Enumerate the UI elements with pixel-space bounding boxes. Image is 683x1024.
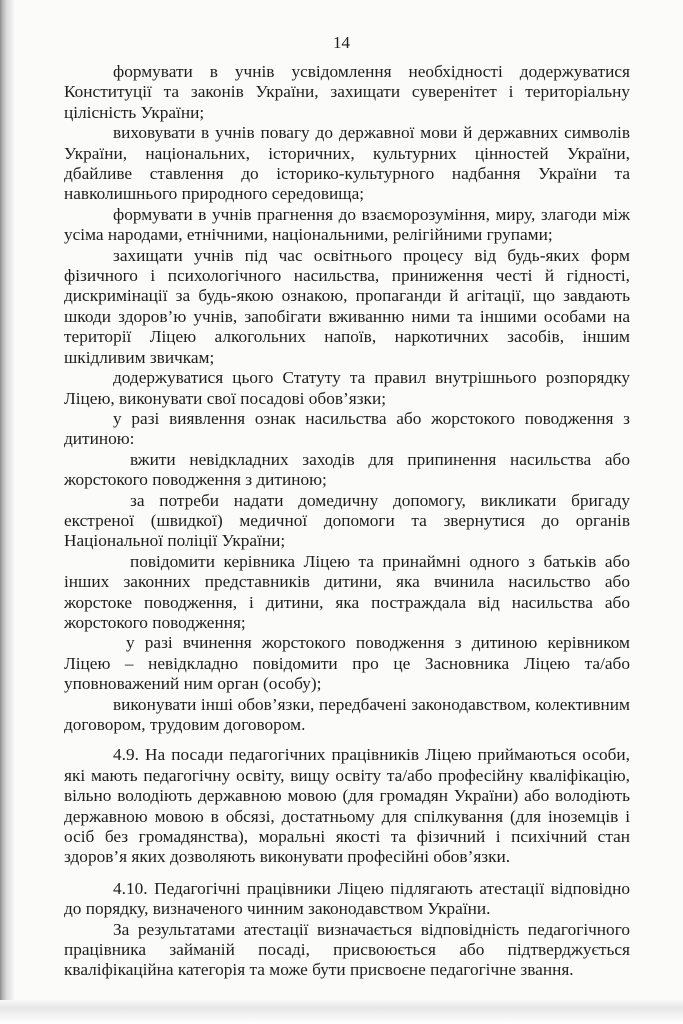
section-4-10: 4.10. Педагогічні працівники Ліцею підлягають атестації відповідно до порядку, визначеного чинним законодавством України.	[64, 878, 630, 919]
paragraph-constitution: формувати в учнів усвідомлення необхідності додержуватися Конституції та законів України, захищати суверенітет і територіальну цілісність України;	[64, 62, 630, 122]
paragraph-mutual-understanding: формувати в учнів прагнення до взаєморозуміння, миру, злагоди між усіма народами, етнічними, національними, релігійними групами;	[64, 204, 630, 245]
page-number: 14	[333, 33, 350, 52]
document-body	[64, 62, 630, 981]
paragraph-urgent-measures: вжити невідкладних заходів для припинення насильства або жорстокого поводження з дитиною;	[64, 449, 630, 490]
paragraph-first-aid: за потреби надати домедичну допомогу, викликати бригаду екстреної (швидкої) медичної допомоги та звернутися до органів Національної поліції України;	[64, 490, 630, 551]
paragraph-attestation-results: За результатами атестації визначається відповідність педагогічного працівника займаній посаді, присвоюється або підтверджується кваліфікаційна категорія та може бути присвоєне педагогічне звання.	[64, 919, 630, 980]
paragraph-other-duties: виконувати інші обов’язки, передбачені законодавством, колективним договором, трудовим договором.	[64, 694, 630, 734]
scan-edge-shadow-bottom	[0, 1000, 683, 1024]
section-4-9: 4.9. На посади педагогічних працівників Ліцею приймаються особи, які мають педагогічну освіту, вищу освіту та/або професійну кваліфікацію, вільно володіють державною мовою (для громадян України) або володіють державною мовою в обсязі, достатньому для спілкування (для іноземців і осіб без громадянства), моральні якості та фізичний і психічний стан здоров’я яких дозволяють виконувати професійні обов’язки.	[64, 745, 630, 867]
paragraph-respect-language: виховувати в учнів повагу до державної мови й державних символів України, національних, історичних, культурних цінностей України, дбайливе ставлення до історико-культурного надбання України та навколишнього природного середовища;	[64, 123, 630, 204]
paragraph-comply-statute: додержуватися цього Статуту та правил внутрішнього розпорядку Ліцею, виконувати свої посадові обов’язки;	[64, 368, 630, 408]
scan-edge-shadow-left	[0, 0, 14, 1000]
paragraph-protect-students: захищати учнів під час освітнього процесу від будь-яких форм фізичного і психологічного насильства, приниження честі й гідності, дискримінації за будь-якою ознакою, пропаганди й агітації, що завдають шкоди здоров’ю учнів, запобігати вживанню ними та іншими особами на території Ліцею алкогольних напоїв, наркотичних засобів, іншим шкідливим звичкам;	[64, 245, 630, 367]
paragraph-notify-founder: у разі вчинення жорстокого поводження з дитиною керівником Ліцею – невідкладно повідомити про це Засновника Ліцею та/або уповноважений ним орган (особу);	[64, 633, 630, 694]
paragraph-violence-detected: у разі виявлення ознак насильства або жорстокого поводження з дитиною:	[64, 408, 630, 449]
paragraph-notify-head: повідомити керівника Ліцею та принаймні одного з батьків або інших законних представників дитини, яка вчинила насильство або жорстоке поводження, і дитини, яка постраждала від насильства або жорстокого поводження;	[64, 551, 630, 632]
